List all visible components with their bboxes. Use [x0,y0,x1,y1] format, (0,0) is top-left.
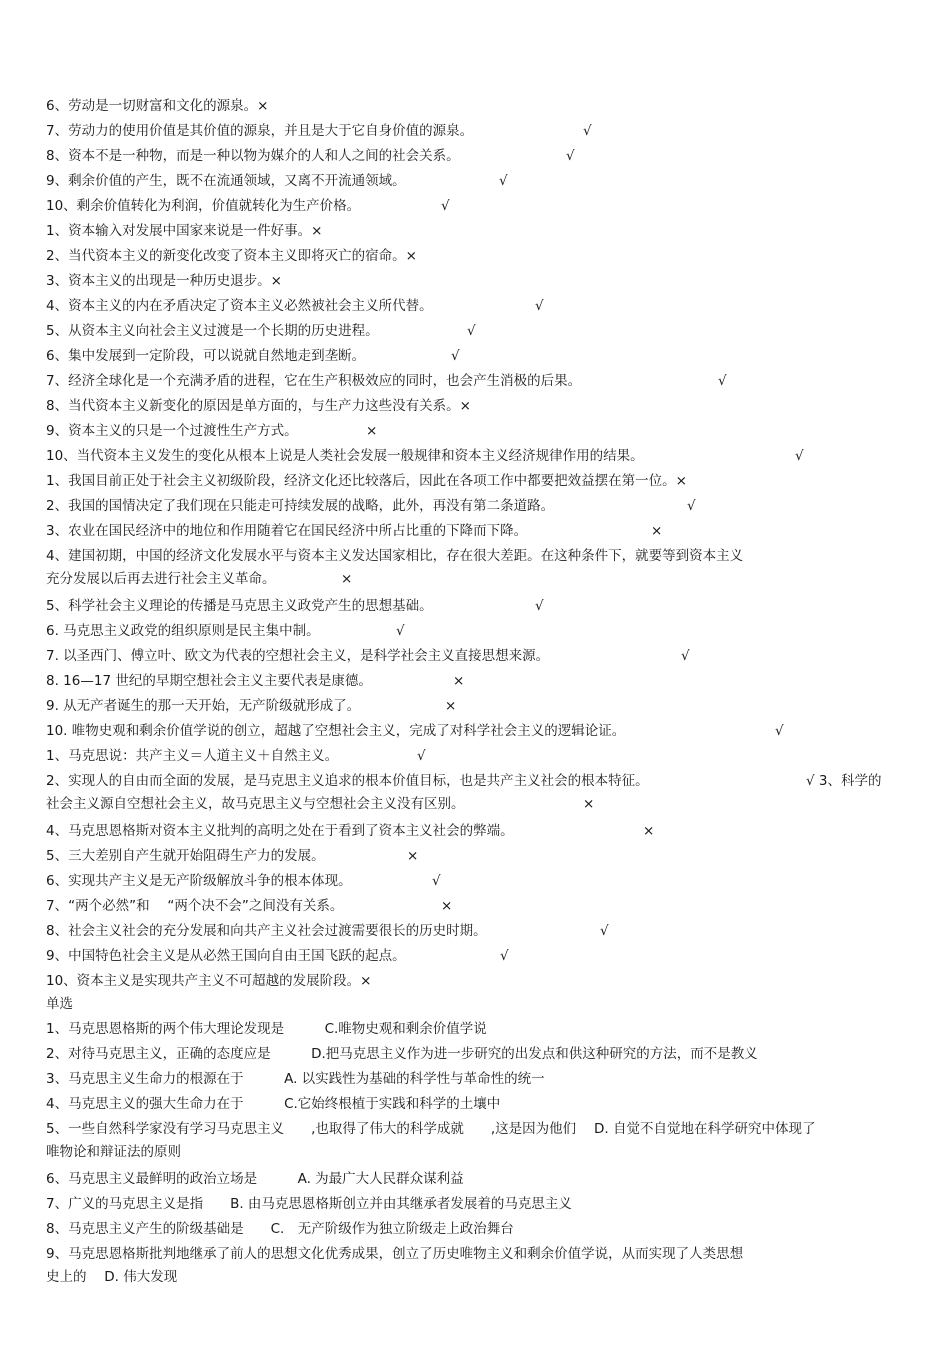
text-line: 7、“两个必然”和 “两个决不会”之间没有关系。 [46,898,344,914]
answer-mark: √ 3、科学的 [806,773,882,789]
text-line: 6、劳动是一切财富和文化的源泉。× [46,98,269,114]
text-line: 9. 从无产者诞生的那一天开始，无产阶级就形成了。 [46,698,361,714]
text-line: 充分发展以后再去进行社会主义革命。 [46,571,276,587]
answer-mark: √ [687,498,696,514]
answer-mark: √ [583,123,592,139]
text-line: 9、马克思恩格斯批判地继承了前人的思想文化优秀成果，创立了历史唯物主义和剩余价值学说，从而实现了人类思想 [46,1246,744,1262]
text-line: 7. 以圣西门、傅立叶、欧文为代表的空想社会主义，是科学社会主义直接思想来源。 [46,648,550,664]
text-line: 7、经济全球化是一个充满矛盾的进程，它在生产积极效应的同时，也会产生消极的后果。 [46,373,582,389]
text-line: 7、广义的马克思主义是指 B. 由马克思恩格斯创立并由其继承者发展着的马克思主义 [46,1196,572,1212]
text-line: 史上的 D. 伟大发现 [46,1269,178,1285]
text-line: 5、三大差别自产生就开始阻碍生产力的发展。 [46,848,325,864]
answer-mark: √ [795,448,804,464]
answer-mark: √ [566,148,575,164]
text-line: 6、集中发展到一定阶段，可以说就自然地走到垄断。 [46,348,366,364]
text-line: 8、资本不是一种物，而是一种以物为媒介的人和人之间的社会关系。 [46,148,460,164]
text-line: 4、马克思主义的强大生命力在于 C.它始终根植于实践和科学的土壤中 [46,1096,501,1112]
text-line: 8、马克思主义产生的阶级基础是 C. 无产阶级作为独立阶级走上政治舞台 [46,1221,514,1237]
text-line: 3、资本主义的出现是一种历史退步。× [46,273,282,289]
answer-mark: √ [535,598,544,614]
text-line: 5、一些自然科学家没有学习马克思主义 ,也取得了伟大的科学成就 ,这是因为他们 D. 自觉不自觉地在科学研究中体现了 [46,1121,816,1137]
answer-mark: √ [499,173,508,189]
answer-mark: √ [396,623,405,639]
answer-mark: √ [500,948,509,964]
answer-mark: √ [441,198,450,214]
answer-mark: × [445,698,457,714]
answer-mark: × [366,423,378,439]
text-line: 7、劳动力的使用价值是其价值的源泉，并且是大于它自身价值的源泉。 [46,123,474,139]
text-line: 9、剩余价值的产生，既不在流通领域，又离不开流通领域。 [46,173,406,189]
answer-mark: √ [432,873,441,889]
answer-mark: × [341,571,353,587]
answer-mark: × [407,848,419,864]
text-line: 6. 马克思主义政党的组织原则是民主集中制。 [46,623,320,639]
text-line: 5、从资本主义向社会主义过渡是一个长期的历史进程。 [46,323,379,339]
text-line: 3、马克思主义生命力的根源在于 A. 以实践性为基础的科学性与革命性的统一 [46,1071,545,1087]
text-line: 1、马克思说：共产主义＝人道主义＋自然主义。 [46,748,339,764]
text-line: 2、实现人的自由而全面的发展，是马克思主义追求的根本价值目标，也是共产主义社会的根本特征。 [46,773,649,789]
text-line: 3、农业在国民经济中的地位和作用随着它在国民经济中所占比重的下降而下降。 [46,523,528,539]
text-line: 单选 [46,996,73,1012]
text-line: 10. 唯物史观和剩余价值学说的创立，超越了空想社会主义，完成了对科学社会主义的逻辑论证。 [46,723,626,739]
answer-mark: √ [718,373,727,389]
text-line: 5、科学社会主义理论的传播是马克思主义政党产生的思想基础。 [46,598,433,614]
text-line: 8、当代资本主义新变化的原因是单方面的，与生产力这些没有关系。× [46,398,471,414]
text-line: 4、建国初期，中国的经济文化发展水平与资本主义发达国家相比，存在很大差距。在这种条件下，就要等到资本主义 [46,548,744,564]
answer-mark: × [441,898,453,914]
text-line: 社会主义源自空想社会主义，故马克思主义与空想社会主义没有区别。 [46,796,465,812]
text-line: 1、马克思恩格斯的两个伟大理论发现是 C.唯物史观和剩余价值学说 [46,1021,487,1037]
answer-mark: √ [417,748,426,764]
text-line: 6、实现共产主义是无产阶级解放斗争的根本体现。 [46,873,352,889]
text-line: 2、当代资本主义的新变化改变了资本主义即将灭亡的宿命。× [46,248,417,264]
text-line: 10、剩余价值转化为利润，价值就转化为生产价格。 [46,198,361,214]
answer-mark: √ [467,323,476,339]
text-line: 2、我国的国情决定了我们现在只能走可持续发展的战略，此外，再没有第二条道路。 [46,498,555,514]
answer-mark: × [453,673,465,689]
text-line: 9、中国特色社会主义是从必然王国向自由王国飞跃的起点。 [46,948,406,964]
text-line: 10、当代资本主义发生的变化从根本上说是人类社会发展一般规律和资本主义经济规律作用的结果。 [46,448,644,464]
answer-mark: √ [681,648,690,664]
text-line: 10、资本主义是实现共产主义不可超越的发展阶段。× [46,973,372,989]
answer-mark: √ [600,923,609,939]
text-line: 9、资本主义的只是一个过渡性生产方式。 [46,423,298,439]
answer-mark: √ [451,348,460,364]
text-line: 1、我国目前正处于社会主义初级阶段，经济文化还比较落后，因此在各项工作中都要把效益摆在第一位。× [46,473,687,489]
text-line: 8. 16—17 世纪的早期空想社会主义主要代表是康德。 [46,673,372,689]
text-line: 2、对待马克思主义，正确的态度应是 D.把马克思主义作为进一步研究的出发点和供这种研究的方法，而不是教义 [46,1046,758,1062]
text-line: 4、马克思恩格斯对资本主义批判的高明之处在于看到了资本主义社会的弊端。 [46,823,514,839]
text-line: 6、马克思主义最鲜明的政治立场是 A. 为最广大人民群众谋利益 [46,1171,464,1187]
answer-mark: × [643,823,655,839]
answer-mark: × [651,523,663,539]
answer-mark: × [583,796,595,812]
text-line: 8、社会主义社会的充分发展和向共产主义社会过渡需要很长的历史时期。 [46,923,487,939]
text-line: 唯物论和辩证法的原则 [46,1144,181,1160]
text-line: 4、资本主义的内在矛盾决定了资本主义必然被社会主义所代替。 [46,298,433,314]
text-line: 1、资本输入对发展中国家来说是一件好事。× [46,223,323,239]
answer-mark: √ [775,723,784,739]
answer-mark: √ [535,298,544,314]
